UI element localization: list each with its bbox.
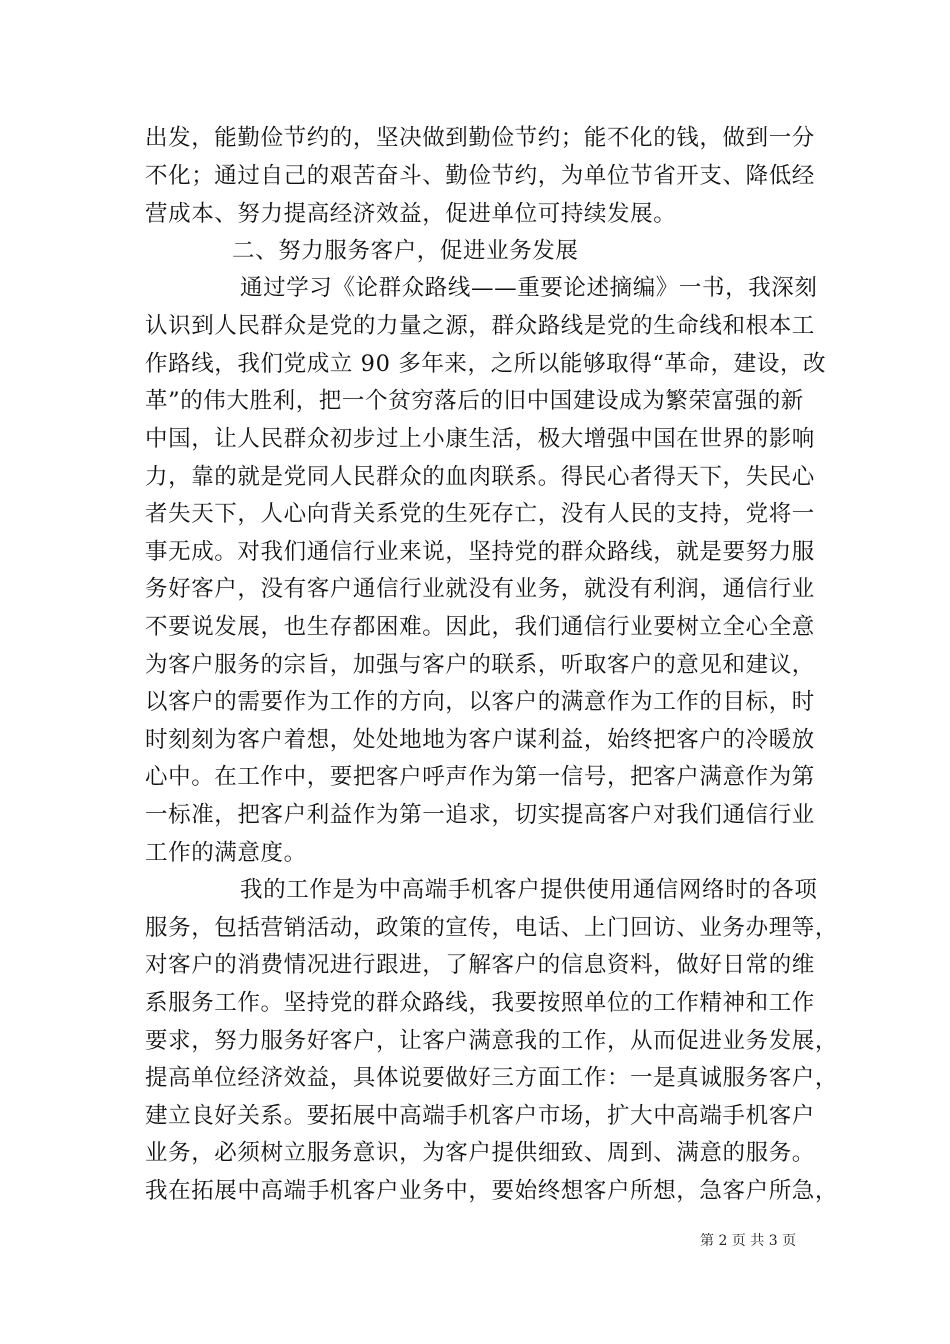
text-line-13: 务好客户，没有客户通信行业就没有业务，就没有利润，通信行业	[145, 576, 815, 602]
text-line-25: 要求，努力服务好客户，让客户满意我的工作，从而促进业务发展，	[145, 1028, 839, 1054]
text-line-3: 营成本、努力提高经济效益，促进单位可持续发展。	[145, 201, 677, 227]
text-line-22: 服务，包括营销活动，政策的宣传，电话、上门回访、业务办理等，	[145, 915, 839, 941]
text-line-2: 不化；通过自己的艰苦奋斗、勤俭节约，为单位节省开支、降低经	[145, 163, 815, 189]
text-line-28: 业务，必须树立服务意识，为客户提供细致、周到、满意的服务。	[145, 1140, 815, 1166]
text-line-19: 一标准，把客户利益作为第一追求，切实提高客户对我们通信行业	[145, 802, 815, 828]
text-line-5: 通过学习《论群众路线——重要论述摘编》一书，我深刻	[240, 275, 818, 301]
text-line-23: 对客户的消费情况进行跟进，了解客户的信息资料，做好日常的维	[145, 952, 815, 978]
text-line-10: 力，靠的就是党同人民群众的血肉联系。得民心者得天下，失民心	[145, 464, 815, 490]
section-heading: 二、努力服务客户，促进业务发展	[232, 238, 579, 264]
text-line-7: 作路线，我们党成立 90 多年来，之所以能够取得“革命，建设，改	[145, 351, 827, 377]
text-line-20: 工作的满意度。	[145, 840, 307, 866]
text-line-17: 时刻刻为客户着想，处处地地为客户谋利益，始终把客户的冷暖放	[145, 727, 815, 753]
text-line-29: 我在拓展中高端手机客户业务中，要始终想客户所想，急客户所急，	[145, 1178, 839, 1204]
text-line-14: 不要说发展，也生存都困难。因此，我们通信行业要树立全心全意	[145, 614, 815, 640]
text-line-24: 系服务工作。坚持党的群众路线，我要按照单位的工作精神和工作	[145, 990, 815, 1016]
text-line-12: 事无成。对我们通信行业来说，坚持党的群众路线，就是要努力服	[145, 539, 815, 565]
text-line-26: 提高单位经济效益，具体说要做好三方面工作：一是真诚服务客户，	[145, 1065, 839, 1091]
text-line-27: 建立良好关系。要拓展中高端手机客户市场，扩大中高端手机客户	[145, 1103, 815, 1129]
text-line-11: 者失天下，人心向背关系党的生死存亡，没有人民的支持，党将一	[145, 501, 815, 527]
text-line-8: 革”的伟大胜利，把一个贫穷落后的旧中国建设成为繁荣富强的新	[145, 388, 804, 414]
text-line-21: 我的工作是为中高端手机客户提供使用通信网络时的各项	[240, 877, 818, 903]
text-line-9: 中国，让人民群众初步过上小康生活，极大增强中国在世界的影响	[145, 426, 815, 452]
page-number: 第 2 页 共 3 页	[700, 1233, 797, 1249]
text-line-1: 出发，能勤俭节约的，坚决做到勤俭节约；能不化的钱，做到一分	[145, 125, 815, 151]
text-line-6: 认识到人民群众是党的力量之源，群众路线是党的生命线和根本工	[145, 313, 815, 339]
text-line-16: 以客户的需要作为工作的方向，以客户的满意作为工作的目标，时	[145, 689, 815, 715]
text-line-18: 心中。在工作中，要把客户呼声作为第一信号，把客户满意作为第	[145, 764, 815, 790]
text-line-15: 为客户服务的宗旨，加强与客户的联系，听取客户的意见和建议，	[145, 652, 815, 678]
